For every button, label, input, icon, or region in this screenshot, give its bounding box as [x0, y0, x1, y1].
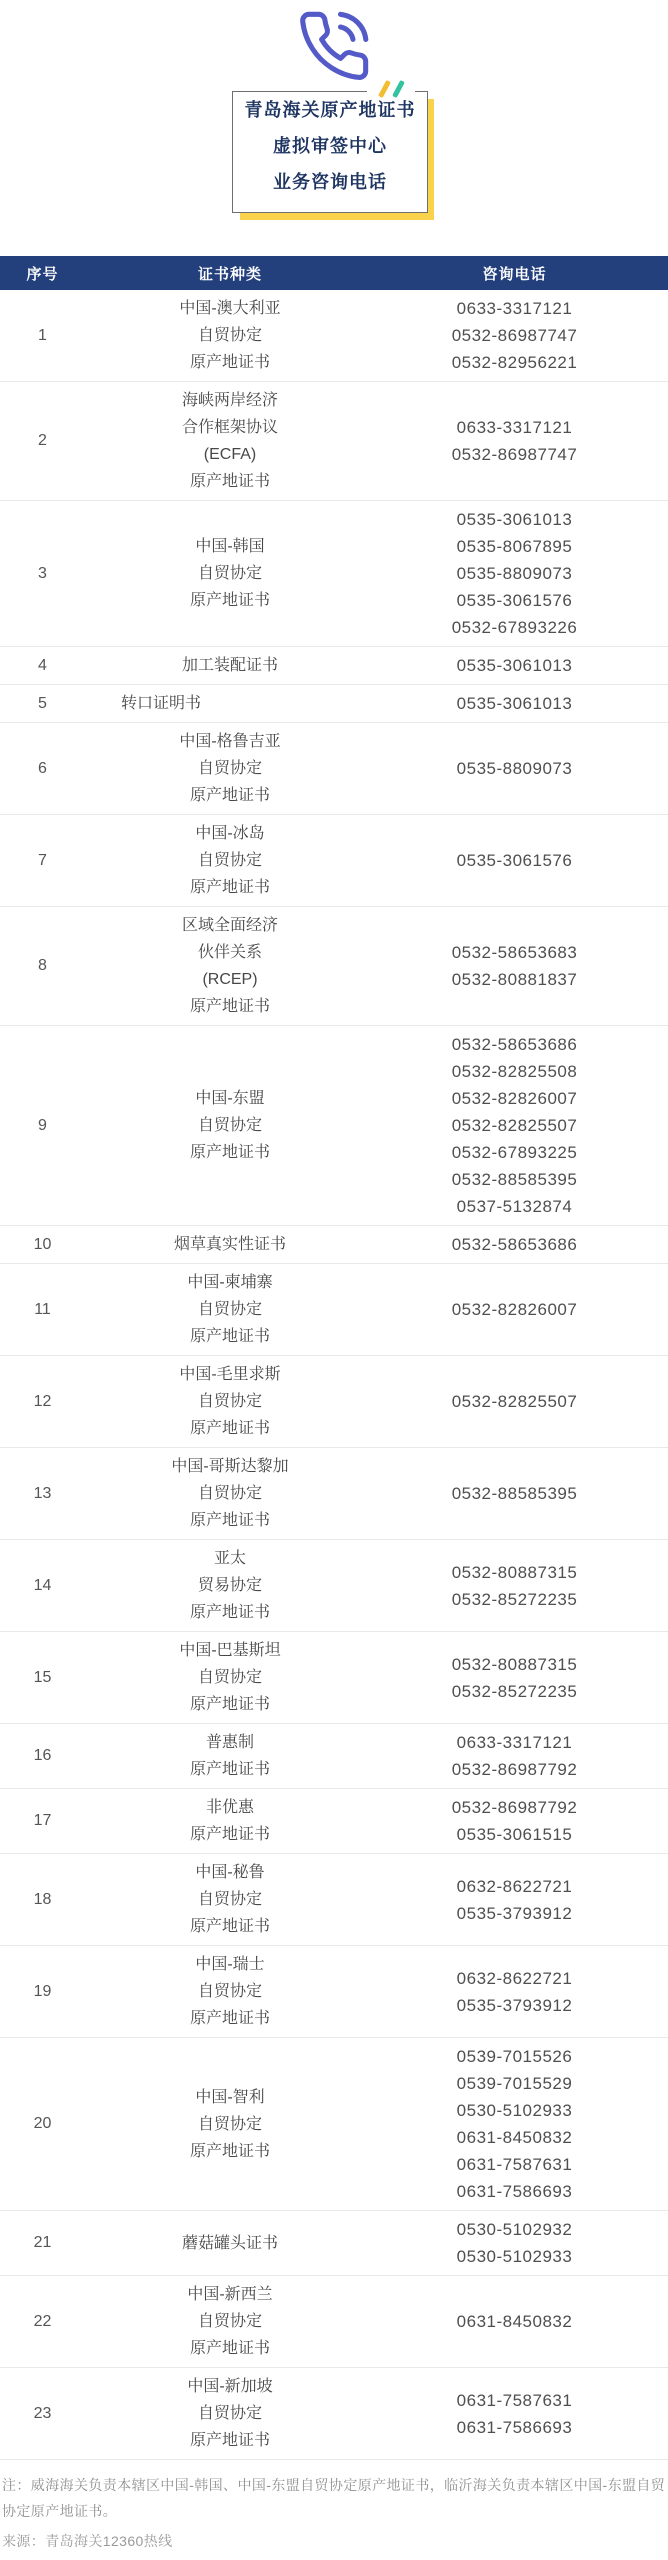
- phone-cell: [375, 295, 668, 376]
- table-row: [0, 723, 668, 815]
- cert-type-line: 原产地证书: [189, 2340, 270, 2357]
- row-index: 20: [33, 2115, 52, 2132]
- phone-call-icon: [296, 8, 372, 89]
- phone-number: 0532-80881837: [451, 970, 578, 989]
- cert-type-cell: [85, 1231, 375, 1258]
- row-index: 22: [33, 2312, 52, 2330]
- cert-type-line: 原产地证书: [189, 473, 270, 490]
- cert-type-cell: [85, 652, 375, 679]
- table-row: [0, 2038, 668, 2211]
- phone-cell: [375, 652, 668, 679]
- cert-type-cell: [85, 690, 375, 717]
- table-body: [0, 290, 668, 2460]
- phone-table: [0, 256, 668, 2460]
- cert-type-cell: [85, 1361, 375, 1442]
- title-line-1: 青岛海关原产地证书: [244, 100, 416, 120]
- cert-type-line: 原产地证书: [189, 1696, 270, 1713]
- phone-number: 0539-7015529: [456, 2074, 573, 2093]
- row-index: 14: [33, 1576, 52, 1594]
- column-header-index: 序号: [26, 265, 59, 283]
- row-index: 3: [38, 564, 47, 582]
- phone-number: 0535-8067895: [456, 537, 573, 556]
- table-row: [0, 1226, 668, 1264]
- row-index: 23: [33, 2404, 52, 2422]
- phone-cell: [375, 414, 668, 468]
- phone-number: 0532-86987747: [451, 326, 578, 345]
- cert-type-line: 自贸协定: [197, 2115, 262, 2133]
- table-row: [0, 1448, 668, 1540]
- row-index: 7: [38, 851, 47, 869]
- row-index: 21: [33, 2234, 52, 2251]
- cert-type-cell: [85, 2084, 375, 2165]
- table-row: [0, 1632, 668, 1724]
- cert-type-line: 普惠制: [205, 1734, 254, 1751]
- cert-type-cell: [85, 820, 375, 901]
- phone-number: 0532-88585395: [451, 1170, 578, 1189]
- title-line-3: 业务咨询电话: [273, 172, 387, 192]
- phone-cell: [375, 1031, 668, 1220]
- cert-type-cell: [85, 1269, 375, 1350]
- table-row: [0, 1026, 668, 1226]
- cert-type-cell: [85, 1453, 375, 1534]
- cert-type-line: 亚太: [213, 1550, 246, 1567]
- cert-type-cell: [85, 533, 375, 614]
- phone-number: 0631-7587631: [456, 2155, 573, 2174]
- cert-type-line: (ECFA): [203, 446, 257, 463]
- phone-number: 0532-80887315: [451, 1562, 578, 1582]
- phone-cell: [375, 1559, 668, 1613]
- cert-type-cell: [85, 1545, 375, 1626]
- row-index: 12: [33, 1392, 52, 1410]
- cert-type-line: 中国-巴基斯坦: [179, 1642, 281, 1659]
- phone-cell: [375, 755, 668, 782]
- cert-type-line: (RCEP): [202, 971, 258, 988]
- phone-number: 0631-7586693: [456, 2182, 573, 2201]
- table-row: [0, 2211, 668, 2276]
- cert-type-line: 原产地证书: [189, 2010, 270, 2027]
- cert-type-line: 中国-秘鲁: [195, 1864, 265, 1881]
- phone-cell: [375, 847, 668, 874]
- phone-number: 0633-3317121: [456, 299, 573, 318]
- cert-type-line: 中国-韩国: [195, 538, 265, 555]
- phone-number: 0535-3061013: [456, 656, 573, 675]
- cert-type-line: 自贸协定: [197, 1301, 262, 1318]
- phone-cell: [375, 2387, 668, 2441]
- title-line-2: 虚拟审签中心: [273, 136, 387, 156]
- footer-section: [0, 2460, 668, 2551]
- phone-cell: [375, 1231, 668, 1258]
- footnote-line-2: 协定原产地证书。: [2, 2503, 118, 2519]
- row-index: 2: [38, 432, 47, 449]
- table-row: [0, 1946, 668, 2038]
- phone-number: 0535-3061576: [456, 591, 573, 610]
- cert-type-line: 中国-瑞士: [195, 1956, 265, 1973]
- cert-type-line: 原产地证书: [189, 1144, 270, 1161]
- row-index: 10: [33, 1235, 52, 1253]
- phone-cell: [375, 1873, 668, 1927]
- cert-type-line: 自贸协定: [197, 2405, 262, 2422]
- cert-type-line: 原产地证书: [189, 1761, 270, 1778]
- cert-type-line: 自贸协定: [197, 760, 262, 777]
- phone-cell: [375, 939, 668, 993]
- cert-type-line: 伙伴关系: [197, 944, 262, 961]
- phone-number: 0532-86987792: [451, 1798, 578, 1817]
- phone-number: 0632-8622721: [456, 1968, 573, 1988]
- phone-number: 0631-7586693: [456, 2417, 573, 2437]
- row-index: 18: [33, 1890, 52, 1908]
- cert-type-line: 自贸协定: [197, 1983, 262, 2000]
- cert-type-line: 中国-智利: [195, 2088, 265, 2106]
- cert-type-line: 转口证明书: [121, 695, 202, 712]
- source-line: 来源：青岛海关12360热线: [2, 2533, 173, 2549]
- phone-number: 0631-8450832: [456, 2312, 573, 2331]
- row-index: 8: [38, 957, 47, 974]
- cert-type-line: 烟草真实性证书: [173, 1236, 286, 1253]
- cert-type-line: 中国-澳大利亚: [179, 300, 281, 317]
- cert-type-line: 原产地证书: [189, 354, 270, 371]
- phone-number: 0532-82825507: [451, 1116, 578, 1135]
- phone-cell: [375, 1651, 668, 1705]
- table-row: [0, 685, 668, 723]
- cert-type-cell: [85, 728, 375, 809]
- cert-type-line: 自贸协定: [197, 1891, 262, 1908]
- phone-number: 0532-88585395: [451, 1484, 578, 1503]
- phone-cell: [375, 506, 668, 641]
- table-row: [0, 1789, 668, 1854]
- table-row: [0, 907, 668, 1026]
- phone-number: 0532-85272235: [451, 1589, 578, 1609]
- cert-type-line: 原产地证书: [189, 879, 270, 896]
- cert-type-line: 中国-新西兰: [187, 2286, 273, 2303]
- phone-number: 0532-86987792: [451, 1760, 578, 1779]
- phone-number: 0532-82956221: [451, 353, 578, 372]
- cert-type-line: 自贸协定: [197, 565, 262, 582]
- phone-cell: [375, 1794, 668, 1848]
- table-row: [0, 647, 668, 685]
- phone-number: 0532-58653686: [451, 1235, 578, 1254]
- phone-number: 0530-5102933: [456, 2101, 573, 2120]
- cert-type-cell: [85, 1951, 375, 2032]
- cert-type-cell: [85, 1729, 375, 1783]
- cert-type-line: 中国-柬埔寨: [187, 1274, 273, 1291]
- phone-number: 0530-5102932: [456, 2220, 573, 2239]
- cert-type-line: 原产地证书: [189, 2142, 270, 2160]
- phone-number: 0535-8809073: [456, 759, 573, 778]
- row-index: 16: [33, 1747, 52, 1764]
- phone-cell: [375, 1729, 668, 1783]
- header-section: [0, 0, 668, 256]
- row-index: 1: [38, 326, 47, 344]
- phone-number: 0535-3061013: [456, 694, 573, 713]
- row-index: 11: [34, 1300, 51, 1318]
- cert-type-cell: [85, 1794, 375, 1848]
- cert-type-line: 合作框架协议: [181, 419, 278, 436]
- cert-type-line: 自贸协定: [197, 2313, 262, 2330]
- phone-number: 0633-3317121: [456, 1733, 573, 1752]
- cert-type-line: 原产地证书: [189, 998, 270, 1015]
- phone-number: 0535-3061013: [456, 510, 573, 529]
- cert-type-line: 中国-哥斯达黎加: [171, 1458, 289, 1475]
- table-row: [0, 1540, 668, 1632]
- cert-type-line: 原产地证书: [189, 1420, 270, 1437]
- cert-type-line: 区域全面经济: [181, 917, 278, 934]
- cert-type-line: 加工装配证书: [181, 657, 278, 674]
- row-index: 19: [33, 1982, 52, 2000]
- phone-number: 0632-8622721: [456, 1876, 573, 1896]
- phone-cell: [375, 1388, 668, 1415]
- row-index: 6: [38, 759, 47, 777]
- footnote: [2, 2472, 664, 2524]
- row-index: 4: [38, 656, 47, 674]
- table-row: [0, 501, 668, 647]
- cert-type-cell: [85, 1859, 375, 1940]
- phone-cell: [375, 1296, 668, 1323]
- table-header: [0, 256, 668, 290]
- phone-number: 0633-3317121: [456, 418, 573, 437]
- phone-number: 0535-3061515: [456, 1825, 573, 1844]
- phone-cell: [375, 1965, 668, 2019]
- cert-type-line: 原产地证书: [189, 2432, 270, 2449]
- phone-number: 0537-5132874: [456, 1197, 573, 1216]
- phone-cell: [375, 2043, 668, 2205]
- table-row: [0, 2276, 668, 2368]
- row-index: 5: [38, 694, 47, 712]
- table-row: [0, 1264, 668, 1356]
- cert-type-line: 原产地证书: [189, 787, 270, 804]
- cert-type-line: 自贸协定: [197, 1669, 262, 1686]
- cert-type-cell: [85, 1637, 375, 1718]
- cert-type-line: 非优惠: [205, 1799, 254, 1816]
- phone-number: 0532-82826007: [451, 1089, 578, 1108]
- phone-number: 0532-85272235: [451, 1681, 578, 1701]
- cert-type-line: 自贸协定: [197, 1393, 262, 1410]
- cert-type-cell: [85, 295, 375, 376]
- table-row: [0, 1724, 668, 1789]
- cert-type-line: 原产地证书: [189, 1826, 270, 1843]
- cert-type-line: 原产地证书: [189, 592, 270, 609]
- footnote-line-1: 注：威海海关负责本辖区中国-韩国、中国-东盟自贸协定原产地证书，临沂海关负责本辖区中国-东盟自贸: [2, 2477, 666, 2493]
- cert-type-line: 海峡两岸经济: [181, 392, 278, 409]
- row-index: 17: [33, 1812, 52, 1829]
- row-index: 15: [33, 1668, 52, 1686]
- slash-mask: [367, 89, 415, 95]
- cert-type-cell: [85, 2373, 375, 2454]
- phone-number: 0532-80887315: [451, 1654, 578, 1674]
- table-row: [0, 382, 668, 501]
- cert-type-line: 自贸协定: [197, 1485, 262, 1502]
- phone-number: 0535-3793912: [456, 1903, 573, 1923]
- row-index: 9: [38, 1116, 47, 1134]
- cert-type-line: 中国-新加坡: [187, 2378, 273, 2395]
- phone-number: 0532-58653686: [451, 1035, 578, 1054]
- phone-number: 0530-5102933: [456, 2247, 573, 2266]
- phone-number: 0631-7587631: [456, 2390, 573, 2410]
- phone-cell: [375, 690, 668, 717]
- phone-number: 0532-86987747: [451, 445, 578, 464]
- table-row: [0, 815, 668, 907]
- phone-number: 0535-8809073: [456, 564, 573, 583]
- cert-type-line: 自贸协定: [197, 327, 262, 344]
- phone-number: 0532-82826007: [451, 1300, 578, 1319]
- cert-type-line: 中国-冰岛: [195, 825, 265, 842]
- column-header-cert-type: 证书种类: [197, 265, 262, 283]
- cert-type-cell: [85, 387, 375, 495]
- row-index: 13: [33, 1484, 52, 1502]
- cert-type-line: 中国-东盟: [195, 1090, 265, 1107]
- phone-cell: [375, 2308, 668, 2335]
- table-row: [0, 1356, 668, 1448]
- page-title: [232, 91, 428, 213]
- cert-type-line: 原产地证书: [189, 1512, 270, 1529]
- cert-type-cell: [85, 2230, 375, 2257]
- table-row: [0, 290, 668, 382]
- cert-type-line: 中国-格鲁吉亚: [179, 733, 281, 750]
- table-row: [0, 1854, 668, 1946]
- table-row: [0, 2368, 668, 2460]
- cert-type-cell: [85, 2281, 375, 2362]
- cert-type-cell: [85, 1085, 375, 1166]
- cert-type-line: 自贸协定: [197, 1117, 262, 1134]
- phone-number: 0532-58653683: [451, 943, 578, 962]
- cert-type-line: 原产地证书: [189, 1918, 270, 1935]
- cert-type-cell: [85, 912, 375, 1020]
- phone-number: 0539-7015526: [456, 2047, 573, 2066]
- cert-type-line: 原产地证书: [189, 1604, 270, 1621]
- phone-number: 0535-3061576: [456, 851, 573, 870]
- phone-number: 0532-82825508: [451, 1062, 578, 1081]
- cert-type-line: 贸易协定: [197, 1577, 262, 1594]
- cert-type-line: 中国-毛里求斯: [179, 1366, 281, 1383]
- phone-cell: [375, 1480, 668, 1507]
- column-header-phone: 咨询电话: [482, 265, 547, 283]
- phone-number: 0532-82825507: [451, 1392, 578, 1411]
- phone-cell: [375, 2216, 668, 2270]
- phone-number: 0631-8450832: [456, 2128, 573, 2147]
- cert-type-line: 自贸协定: [197, 852, 262, 869]
- cert-type-line: 原产地证书: [189, 1328, 270, 1345]
- phone-number: 0532-67893226: [451, 618, 578, 637]
- phone-number: 0532-67893225: [451, 1143, 578, 1162]
- phone-number: 0535-3793912: [456, 1995, 573, 2015]
- cert-type-line: 蘑菇罐头证书: [181, 2234, 278, 2252]
